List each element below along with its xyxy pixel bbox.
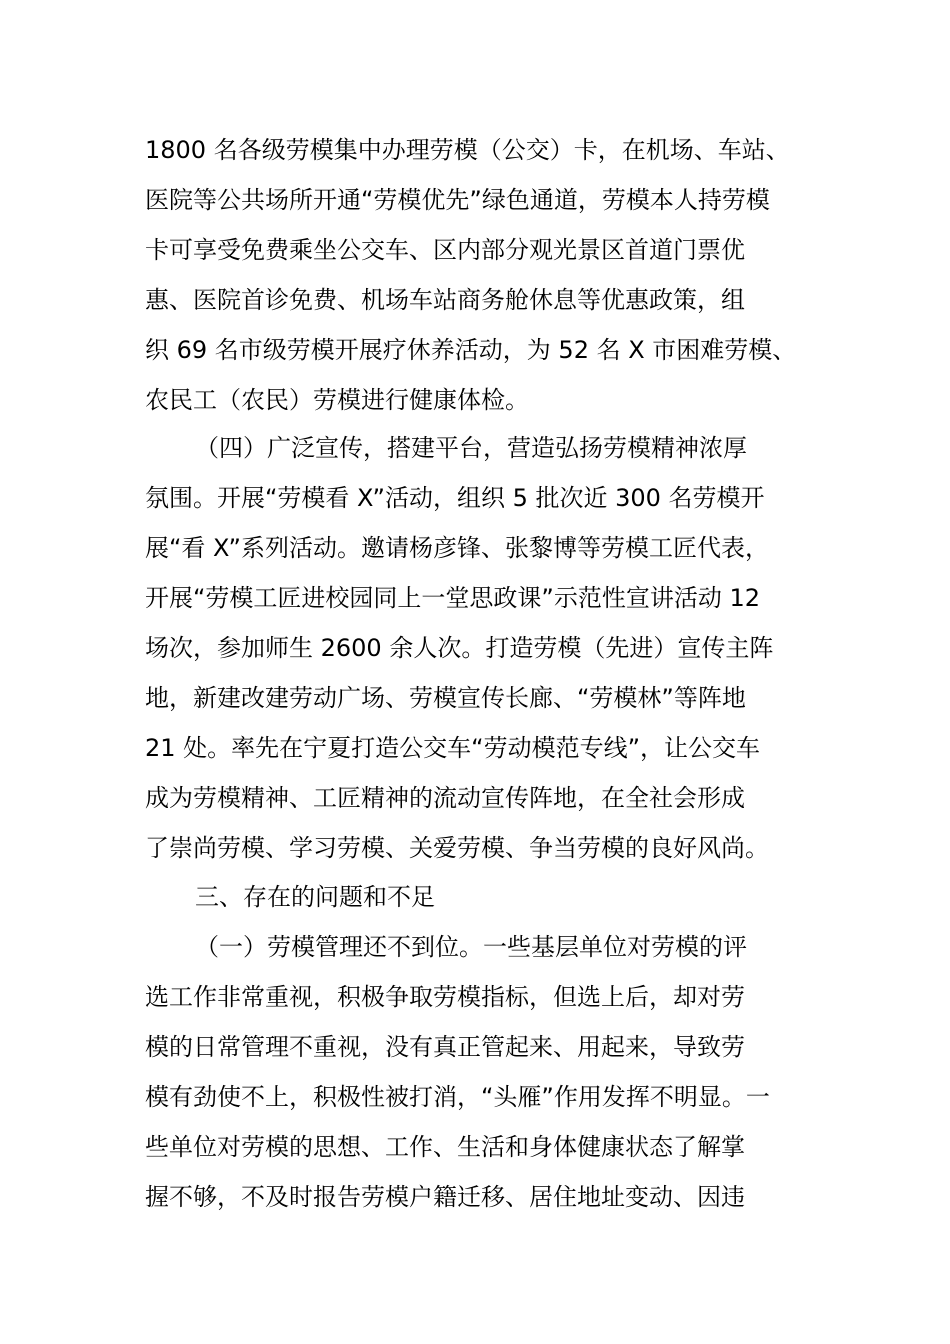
text-line: 选工作非常重视，积极争取劳模指标，但选上后，却对劳 (145, 983, 745, 1011)
text-line: 开展“劳模工匠进校园同上一堂思政课”示范性宣讲活动 12 (145, 584, 761, 612)
section-heading-4: （四）广泛宣传，搭建平台，营造弘扬劳模精神浓厚 (195, 434, 747, 462)
text-line: 模的日常管理不重视，没有真正管起来、用起来，导致劳 (145, 1033, 745, 1061)
text-line: 地，新建改建劳动广场、劳模宣传长廊、“劳模林”等阵地 (145, 684, 746, 712)
text-line: 医院等公共场所开通“劳模优先”绿色通道，劳模本人持劳模 (145, 186, 770, 214)
text-line: 展“看 X”系列活动。邀请杨彦锋、张黎博等劳模工匠代表， (145, 534, 769, 562)
text-line: 模有劲使不上，积极性被打消，“头雁”作用发挥不明显。一 (145, 1083, 770, 1111)
text-line: 惠、医院首诊免费、机场车站商务舱休息等优惠政策，组 (145, 286, 745, 314)
text-line: 了崇尚劳模、学习劳模、关爱劳模、争当劳模的良好风尚。 (145, 834, 769, 862)
text-line: 氛围。开展“劳模看 X”活动，组织 5 批次近 300 名劳模开 (145, 484, 765, 512)
text-line: 1800 名各级劳模集中办理劳模（公交）卡，在机场、车站、 (145, 136, 790, 164)
text-line: 卡可享受免费乘坐公交车、区内部分观光景区首道门票优 (145, 236, 745, 264)
text-line: 些单位对劳模的思想、工作、生活和身体健康状态了解掌 (145, 1133, 745, 1161)
text-line: 农民工（农民）劳模进行健康体检。 (145, 386, 529, 414)
subsection-heading-1: （一）劳模管理还不到位。一些基层单位对劳模的评 (195, 933, 747, 961)
text-line: 21 处。率先在宁夏打造公交车“劳动模范专线”，让公交车 (145, 734, 761, 762)
section-heading-3: 三、存在的问题和不足 (195, 883, 435, 911)
text-line: 织 69 名市级劳模开展疗休养活动，为 52 名 X 市困难劳模、 (145, 336, 797, 364)
text-line: 成为劳模精神、工匠精神的流动宣传阵地，在全社会形成 (145, 784, 745, 812)
text-line: 握不够，不及时报告劳模户籍迁移、居住地址变动、因违 (145, 1183, 745, 1211)
text-line: 场次，参加师生 2600 余人次。打造劳模（先进）宣传主阵 (145, 634, 774, 662)
